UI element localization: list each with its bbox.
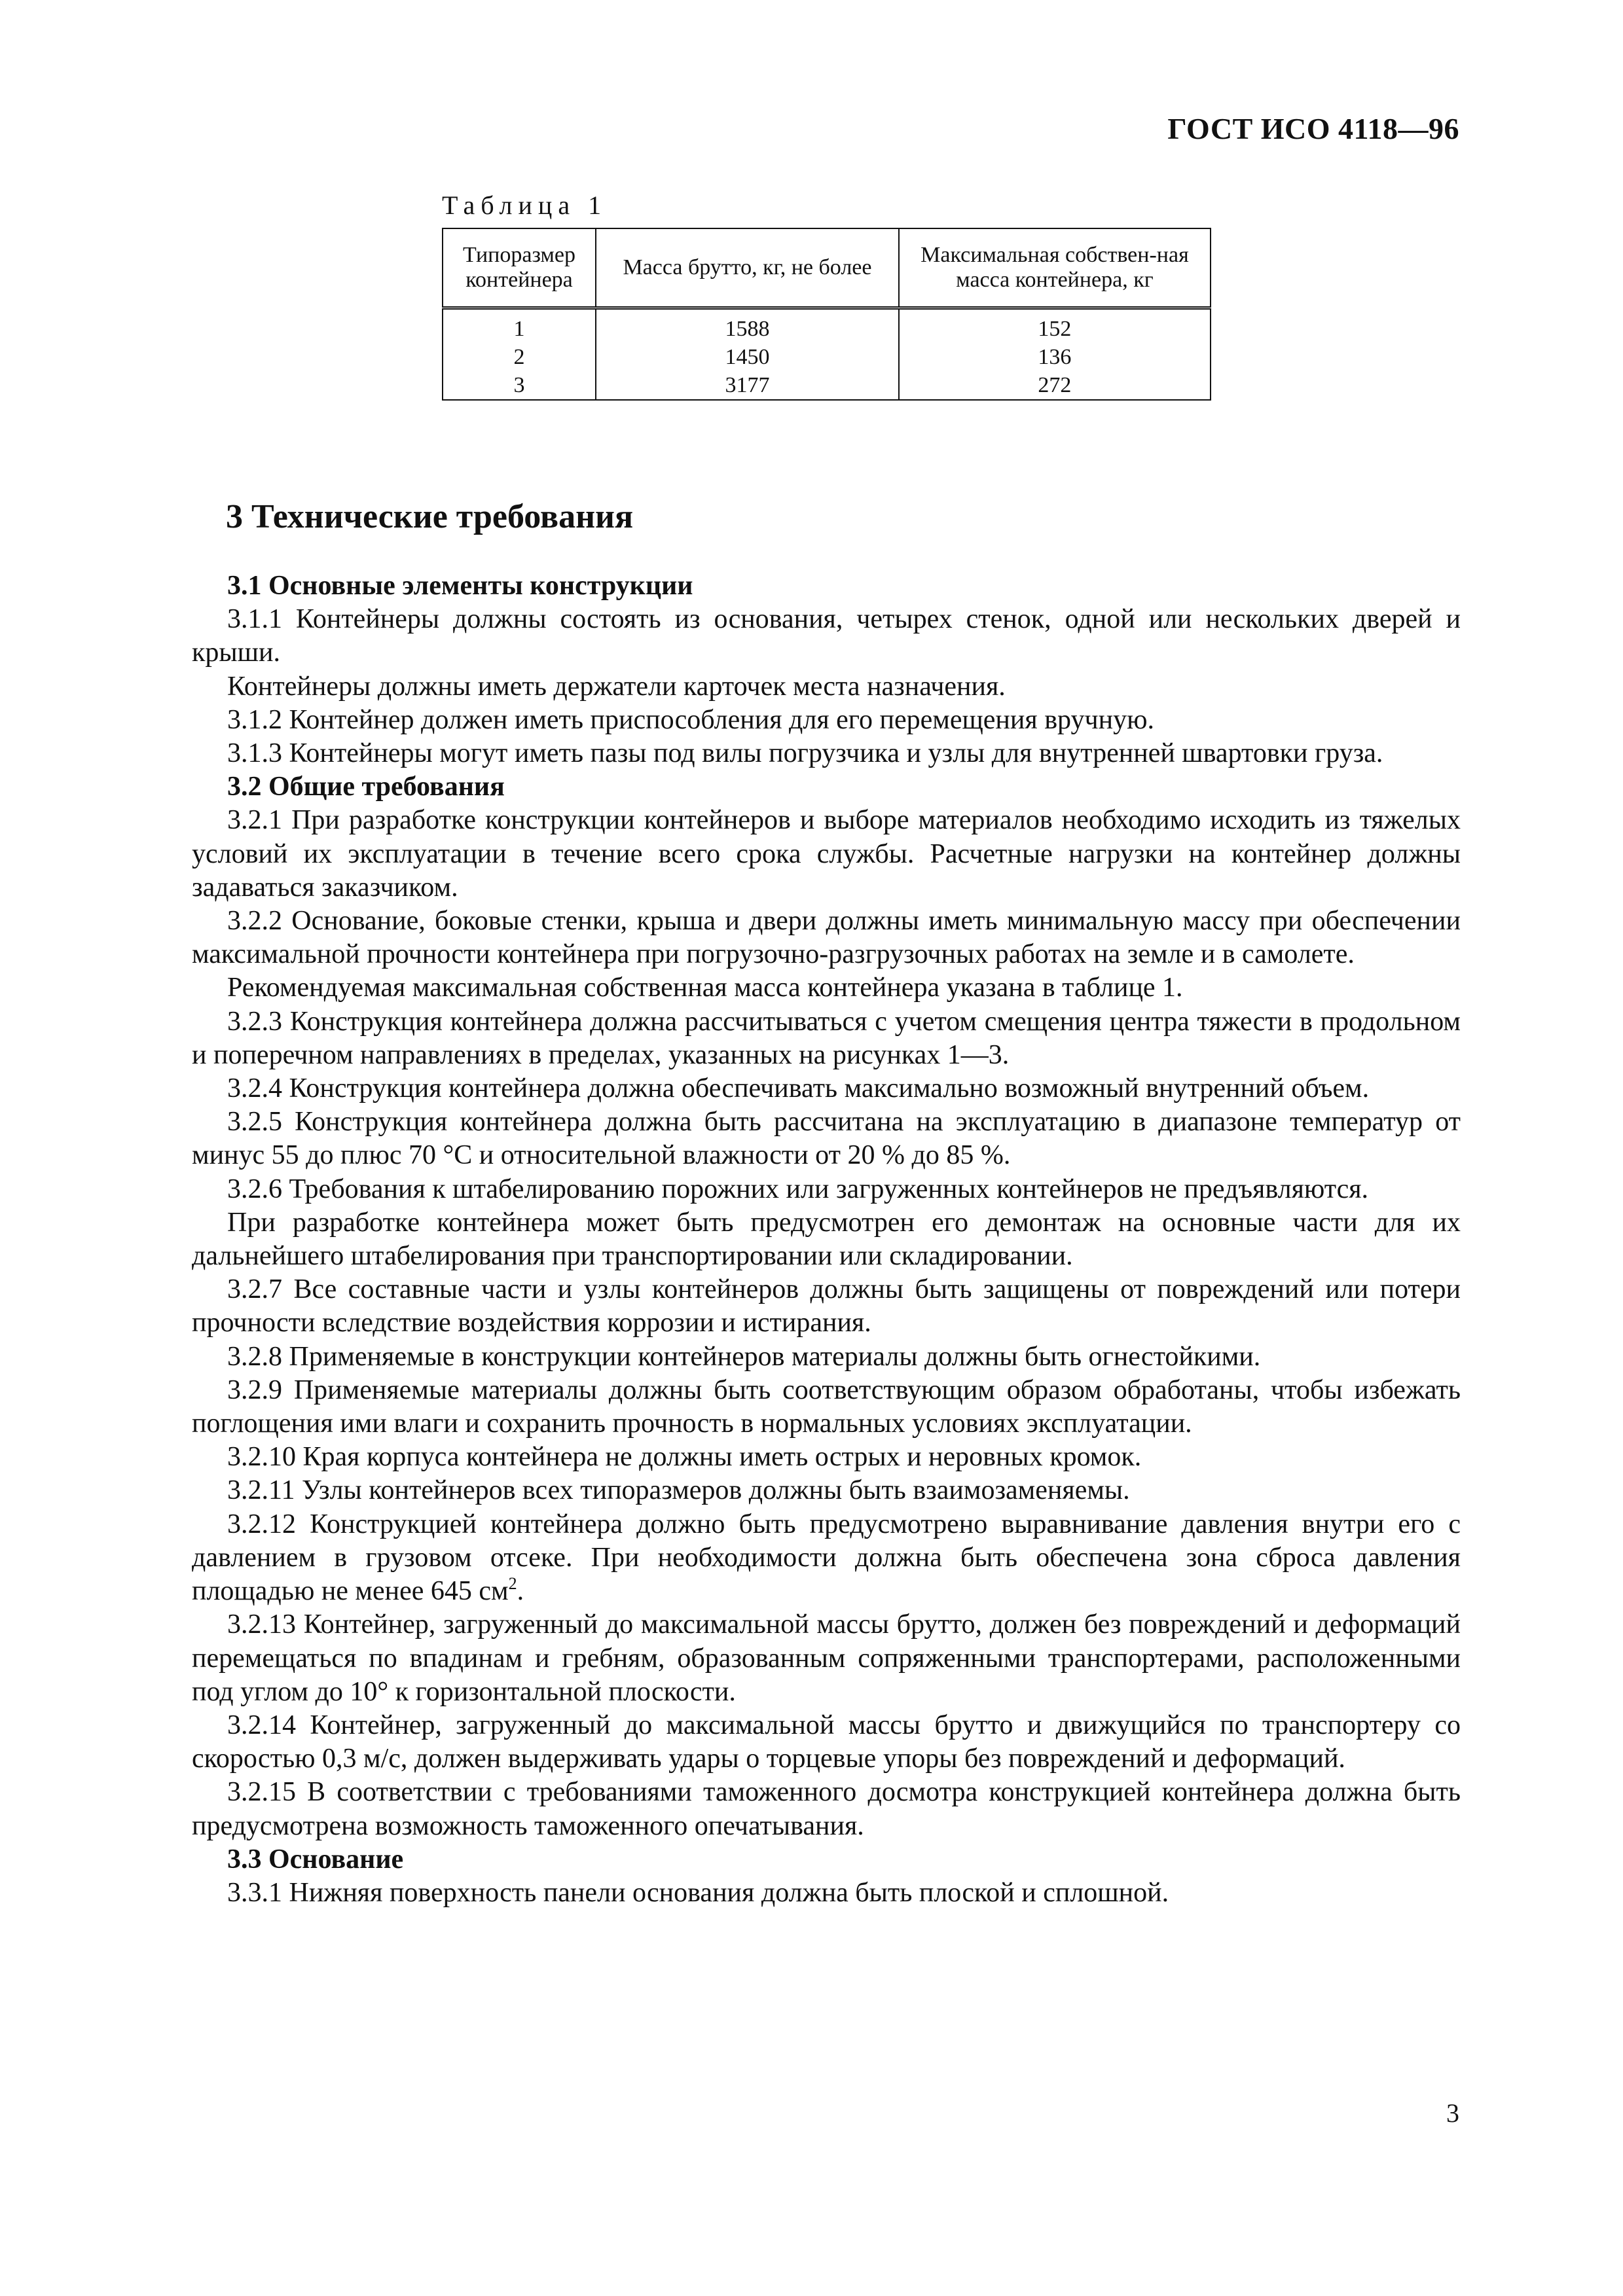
subsection-heading: 3.2 Общие требования [227, 772, 505, 802]
paragraph-text-end: . [517, 1576, 524, 1607]
column-header-size: Типоразмер контейнера [443, 228, 596, 308]
page-number: 3 [1446, 2098, 1459, 2128]
table-row [443, 308, 1211, 344]
paragraph: 3.2.11 Узлы контейнеров всех типоразмеров должны быть взаимозаменяемы. [227, 1475, 1130, 1506]
table-cell: 152 [899, 308, 1211, 344]
table-cell: 3 [443, 371, 596, 400]
paragraph: 3.2.3 Конструкция контейнера должна рассчитываться с учетом смещения центра тяжести в продольном и поперечном направлениях в пределах, указанных на рисунках 1—3. [192, 1006, 1461, 1070]
paragraph: 3.2.1 При разработке конструкции контейнеров и выборе материалов необходимо исходить из тяжелых условий их эксплуатации в течение всего срока службы. Расчетные нагрузки на контейнер должны задаваться заказчиком. [192, 805, 1461, 903]
subsection-heading: 3.3 Основание [227, 1844, 404, 1874]
paragraph: Контейнеры должны иметь держатели карточек места назначения. [227, 671, 1006, 702]
paragraph: 3.2.6 Требования к штабелированию порожних или загруженных контейнеров не предъявляются. [227, 1174, 1369, 1204]
paragraph: Рекомендуемая максимальная собственная масса контейнера указана в таблице 1. [227, 973, 1183, 1003]
paragraph-pressure-zone [192, 1508, 1461, 1609]
paragraph: 3.3.1 Нижняя поверхность панели основания должна быть плоской и сплошной. [227, 1877, 1169, 1908]
table-row [443, 343, 1211, 371]
table-row [443, 371, 1211, 400]
column-header-tare-mass: Максимальная собствен-ная масса контейнера, кг [899, 228, 1211, 308]
paragraph: При разработке контейнера может быть предусмотрен его демонтаж на основные части для их дальнейшего штабелирования при транспортировании или складировании. [192, 1207, 1461, 1272]
section-title: 3 Технические требования [226, 498, 634, 535]
table-header-row [443, 228, 1211, 308]
paragraph: 3.2.7 Все составные части и узлы контейнеров должны быть защищены от повреждений или потери прочности вследствие воздействия коррозии и истирания. [192, 1274, 1461, 1338]
paragraph: 3.2.5 Конструкция контейнера должна быть рассчитана на эксплуатацию в диапазоне температур от минус 55 до плюс 70 °С и относительной влажности от 20 % до 85 %. [192, 1107, 1461, 1171]
subsection-heading: 3.1 Основные элементы конструкции [227, 571, 693, 601]
paragraph: 3.2.13 Контейнер, загруженный до максимальной массы брутто, должен без повреждений и деформаций перемещаться по впадинам и гребням, образованным сопряженными транспортерами, расположенными под углом до 10° к горизонтальной плоскости. [192, 1609, 1461, 1707]
paragraph: 3.2.8 Применяемые в конструкции контейнеров материалы должны быть огнестойкими. [227, 1341, 1261, 1372]
paragraph: 3.1.2 Контейнер должен иметь приспособления для его перемещения вручную. [227, 704, 1154, 735]
paragraph-text: 3.2.12 Конструкцией контейнера должно быть предусмотрено выравнивание давления внутри его с давлением в грузовом отсеке. При необходимости должна быть обеспечена зона сброса давления площадью не менее 645 см [192, 1509, 1461, 1607]
table-caption: Таблица 1 [442, 190, 608, 220]
container-mass-table [442, 228, 1211, 401]
paragraph: 3.2.4 Конструкция контейнера должна обеспечивать максимально возможный внутренний объем. [227, 1073, 1370, 1104]
superscript: 2 [508, 1574, 517, 1594]
paragraph: 3.2.10 Края корпуса контейнера не должны иметь острых и неровных кромок. [227, 1442, 1142, 1473]
column-header-gross-mass: Масса брутто, кг, не более [596, 228, 899, 308]
document-code-header: ГОСТ ИСО 4118—96 [1167, 112, 1459, 145]
requirements-body [192, 569, 1461, 1910]
paragraph: 3.1.3 Контейнеры могут иметь пазы под вилы погрузчика и узлы для внутренней швартовки груза. [227, 738, 1383, 769]
paragraph: 3.2.9 Применяемые материалы должны быть соответствующим образом обработаны, чтобы избежать поглощения ими влаги и сохранить прочность в нормальных условиях эксплуатации. [192, 1374, 1461, 1439]
table-cell: 136 [899, 343, 1211, 371]
paragraph: 3.1.1 Контейнеры должны состоять из основания, четырех стенок, одной или нескольких дверей и крыши. [192, 604, 1461, 668]
table-cell: 3177 [596, 371, 899, 400]
table-cell: 2 [443, 343, 596, 371]
paragraph: 3.2.2 Основание, боковые стенки, крыша и двери должны иметь минимальную массу при обеспечении максимальной прочности контейнера при погрузочно-разгрузочных работах на земле и в самолете. [192, 906, 1461, 970]
table-cell: 1 [443, 308, 596, 344]
paragraph: 3.2.14 Контейнер, загруженный до максимальной массы брутто и движущийся по транспортеру со скоростью 0,3 м/с, должен выдерживать удары о торцевые упоры без повреждений и деформаций. [192, 1710, 1461, 1774]
table-cell: 1450 [596, 343, 899, 371]
paragraph: 3.2.15 В соответствии с требованиями таможенного досмотра конструкцией контейнера должна быть предусмотрена возможность таможенного опечатывания. [192, 1777, 1461, 1841]
table-cell: 1588 [596, 308, 899, 344]
table-cell: 272 [899, 371, 1211, 400]
